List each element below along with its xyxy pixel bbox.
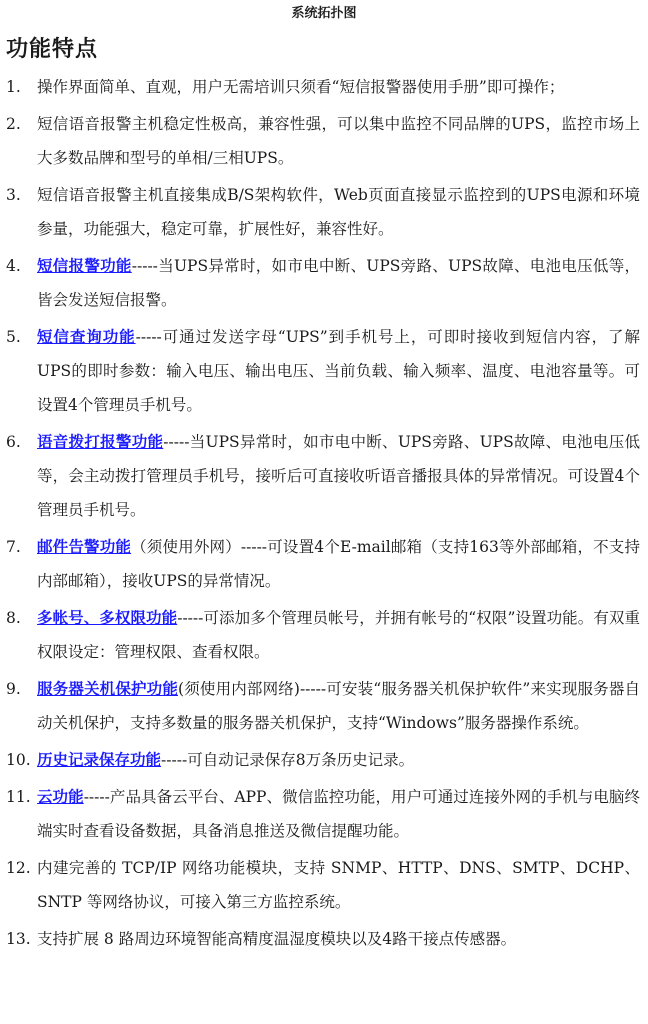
item-number: 10. xyxy=(6,751,31,769)
item-text: (须使用内部网络)-----可安装“服务器关机保护软件”来实现服务器自动关机保护，支持多数量的服务器关机保护，支持“Windows”服务器操作系统。 xyxy=(37,680,640,732)
item-text: -----可通过发送字母“UPS”到手机号上，可即时接收到短信内容，了解UPS的即时参数：输入电压、输出电压、当前负载、输入频率、温度、电池容量等。可设置4个管理员手机号。 xyxy=(37,328,640,414)
feature-item-12 xyxy=(0,851,648,919)
feature-item-2 xyxy=(0,107,648,175)
feature-item-8 xyxy=(0,601,648,669)
feature-item-6 xyxy=(0,425,648,527)
section-heading: 功能特点 xyxy=(6,37,99,62)
item-number: 9. xyxy=(6,680,21,698)
item-text: -----可自动记录保存8万条历史记录。 xyxy=(161,751,415,769)
item-text: 支持扩展 8 路周边环境智能高精度温湿度模块以及4路干接点传感器。 xyxy=(37,930,517,948)
feature-item-7 xyxy=(0,530,648,598)
feature-item-11 xyxy=(0,780,648,848)
item-number: 11. xyxy=(6,788,31,806)
item-text: -----当UPS异常时，如市电中断、UPS旁路、UPS故障、电池电压低等，皆会发送短信报警。 xyxy=(37,257,640,309)
item-number: 13. xyxy=(6,930,31,948)
figure-caption: 系统拓扑图 xyxy=(291,6,357,21)
feature-title: 历史记录保存功能 xyxy=(37,751,162,769)
item-number: 5. xyxy=(6,328,21,346)
item-number: 2. xyxy=(6,115,21,133)
item-text: -----当UPS异常时，如市电中断、UPS旁路、UPS故障、电池电压低等，会主动拨打管理员手机号，接听后可直接收听语音播报具体的异常情况。可设置4个管理员手机号。 xyxy=(37,433,640,519)
item-number: 4. xyxy=(6,257,21,275)
item-number: 1. xyxy=(6,78,21,96)
feature-title: 短信查询功能 xyxy=(37,328,136,346)
item-number: 7. xyxy=(6,538,21,556)
feature-item-13 xyxy=(0,922,648,956)
feature-title: 云功能 xyxy=(37,788,84,806)
feature-item-4 xyxy=(0,249,648,317)
feature-item-9 xyxy=(0,672,648,740)
feature-title: 语音拨打报警功能 xyxy=(37,433,164,451)
item-number: 3. xyxy=(6,186,21,204)
feature-item-5 xyxy=(0,320,648,422)
item-text: （须使用外网）-----可设置4个E-mail邮箱（支持163等外部邮箱，不支持内部邮箱），接收UPS的异常情况。 xyxy=(37,538,640,590)
item-text: -----产品具备云平台、APP、微信监控功能，用户可通过连接外网的手机与电脑终端实时查看设备数据，具备消息推送及微信提醒功能。 xyxy=(37,788,640,840)
feature-item-3 xyxy=(0,178,648,246)
item-number: 12. xyxy=(6,859,31,877)
item-text: -----可添加多个管理员帐号，并拥有帐号的“权限”设置功能。有双重权限设定：管理权限、查看权限。 xyxy=(37,609,640,661)
item-number: 8. xyxy=(6,609,21,627)
feature-list xyxy=(0,70,648,959)
item-text: 操作界面简单、直观，用户无需培训只须看“短信报警器使用手册”即可操作； xyxy=(37,78,565,96)
item-text: 内建完善的 TCP/IP 网络功能模块，支持 SNMP、HTTP、DNS、SMTP、DCHP、SNTP 等网络协议，可接入第三方监控系统。 xyxy=(37,859,640,911)
feature-title: 短信报警功能 xyxy=(37,257,132,275)
feature-title: 多帐号、多权限功能 xyxy=(37,609,178,627)
feature-title: 服务器关机保护功能 xyxy=(37,680,179,698)
item-text: 短信语音报警主机直接集成B/S架构软件，Web页面直接显示监控到的UPS电源和环境参量，功能强大，稳定可靠，扩展性好，兼容性好。 xyxy=(37,186,640,238)
feature-item-1 xyxy=(0,70,648,104)
item-text: 短信语音报警主机稳定性极高，兼容性强，可以集中监控不同品牌的UPS，监控市场上大多数品牌和型号的单相/三相UPS。 xyxy=(37,115,640,167)
item-number: 6. xyxy=(6,433,21,451)
feature-item-10 xyxy=(0,743,648,777)
feature-title: 邮件告警功能 xyxy=(37,538,132,556)
